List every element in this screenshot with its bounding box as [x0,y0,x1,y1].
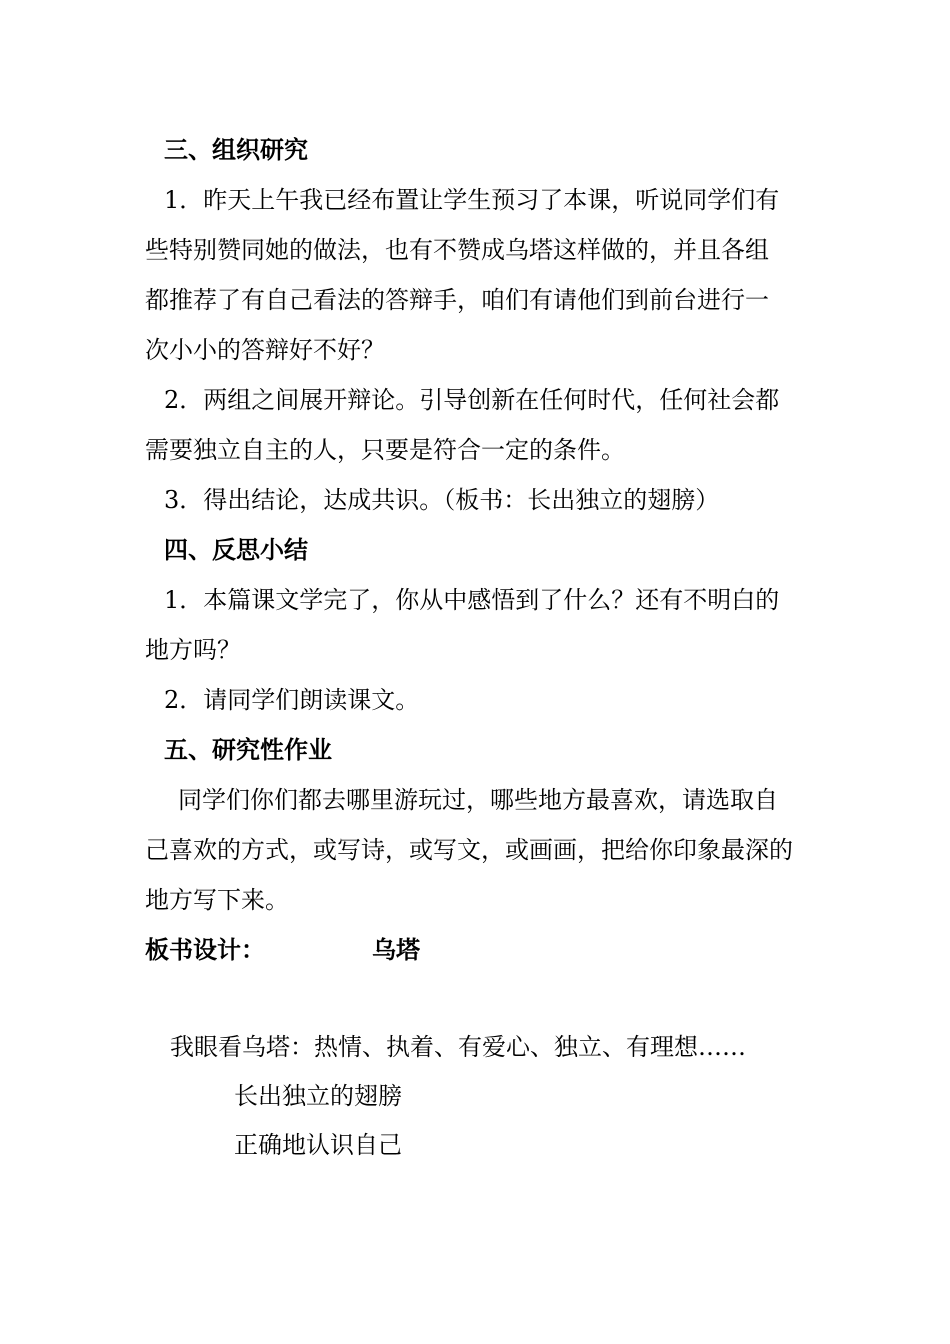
section3-item1-line2: 些特别赞同她的做法，也有不赞成乌塔这样做的，并且各组 [145,236,769,264]
board-design-label: 板书设计： [145,936,265,964]
section5-heading: 五、研究性作业 [164,736,332,764]
section3-item2-line2: 需要独立自主的人，只要是符合一定的条件。 [145,436,625,464]
section4-item1-line1: 1．本篇课文学完了，你从中感悟到了什么？还有不明白的 [164,586,780,614]
section4-item1-line2: 地方吗？ [145,636,241,664]
section4-item2: 2．请同学们朗读课文。 [164,686,420,714]
board-line-3: 正确地认识自己 [234,1131,402,1159]
section3-item1-line3: 都推荐了有自己看法的答辩手，咱们有请他们到前台进行一 [145,286,769,314]
section5-para-line1: 同学们你们都去哪里游玩过，哪些地方最喜欢，请选取自 [178,786,778,814]
section3-item3: 3．得出结论，达成共识。（板书：长出独立的翅膀） [164,486,720,514]
section5-para-line2: 己喜欢的方式，或写诗，或写文，或画画，把给你印象最深的 [145,836,793,864]
board-design-title: 乌塔 [372,936,420,964]
board-line-1: 我眼看乌塔：热情、执着、有爱心、独立、有理想…… [170,1033,746,1061]
board-line-2: 长出独立的翅膀 [234,1082,402,1110]
section4-heading: 四、反思小结 [164,536,308,564]
section3-heading: 三、组织研究 [164,136,308,164]
section3-item2-line1: 2．两组之间展开辩论。引导创新在任何时代，任何社会都 [164,386,780,414]
section5-para-line3: 地方写下来。 [145,886,289,914]
section3-item1-line4: 次小小的答辩好不好？ [145,336,385,364]
section3-item1-line1: 1．昨天上午我已经布置让学生预习了本课，听说同学们有 [164,186,780,214]
